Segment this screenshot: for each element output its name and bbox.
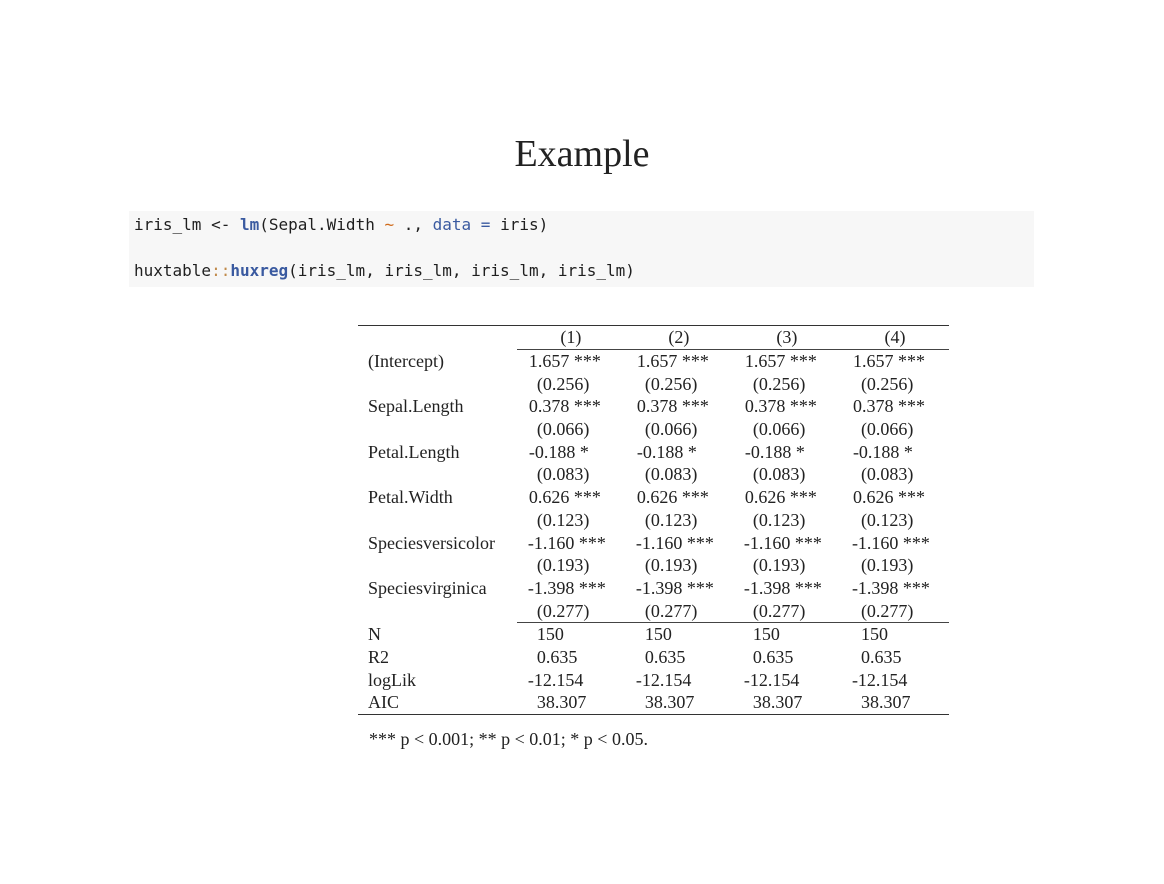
estimate-cell: -0.188 * bbox=[636, 441, 697, 462]
estimate-row bbox=[358, 395, 949, 418]
se-cell: (0.083) bbox=[536, 464, 590, 485]
estimate-cell: 0.626 *** bbox=[636, 487, 709, 508]
stat-cell: 150 bbox=[625, 622, 733, 645]
term-label: Speciesvirginica bbox=[368, 577, 487, 598]
estimate-cell: -0.188 * bbox=[852, 441, 913, 462]
stat-row bbox=[358, 668, 949, 691]
significance-footnote: *** p < 0.001; ** p < 0.01; * p < 0.05. bbox=[369, 729, 648, 749]
stat-cell: 38.307 bbox=[625, 691, 733, 714]
model-header: (1) bbox=[517, 326, 625, 350]
stat-cell: 150 bbox=[841, 622, 949, 645]
stat-label: AIC bbox=[358, 691, 517, 714]
estimate-cell: 1.657 *** bbox=[852, 351, 925, 372]
se-row bbox=[358, 554, 949, 577]
stat-cell: -12.154 bbox=[527, 669, 584, 690]
code-tilde-operator: ~ bbox=[384, 215, 395, 234]
se-cell: (0.256) bbox=[644, 373, 698, 394]
se-row bbox=[358, 372, 949, 395]
code-block bbox=[129, 211, 1034, 287]
stat-row bbox=[358, 646, 949, 669]
code-argument-value: iris) bbox=[500, 215, 549, 234]
header-blank bbox=[358, 326, 517, 350]
code-variable: iris_lm bbox=[134, 215, 202, 234]
estimate-cell: 1.657 *** bbox=[528, 351, 601, 372]
se-cell: (0.083) bbox=[644, 464, 698, 485]
se-cell: (0.123) bbox=[644, 509, 698, 530]
se-row bbox=[358, 509, 949, 532]
se-cell: (0.066) bbox=[860, 419, 914, 440]
stat-cell: 0.635 bbox=[536, 646, 578, 667]
estimate-cell: 0.378 *** bbox=[852, 396, 925, 417]
model-header: (3) bbox=[733, 326, 841, 350]
estimate-cell: -1.160 *** bbox=[635, 532, 714, 553]
se-cell: (0.123) bbox=[860, 509, 914, 530]
estimate-row bbox=[358, 440, 949, 463]
term-label: Speciesversicolor bbox=[368, 532, 495, 553]
estimate-cell: 0.626 *** bbox=[852, 487, 925, 508]
stat-row bbox=[358, 691, 949, 714]
term-label: Petal.Length bbox=[368, 441, 460, 462]
term-label: Sepal.Length bbox=[368, 396, 464, 417]
code-arguments: (iris_lm, iris_lm, iris_lm, iris_lm) bbox=[288, 261, 635, 280]
model-header: (4) bbox=[841, 326, 949, 350]
se-cell: (0.277) bbox=[644, 600, 698, 621]
code-namespace-operator: :: bbox=[211, 261, 231, 280]
stat-label: R2 bbox=[368, 646, 390, 667]
estimate-cell: -1.398 *** bbox=[635, 577, 714, 598]
estimate-cell: 1.657 *** bbox=[744, 351, 817, 372]
stat-cell: -12.154 bbox=[851, 669, 908, 690]
code-equals-operator: = bbox=[471, 215, 501, 234]
code-assign-operator: <- bbox=[201, 215, 240, 234]
stat-label: N bbox=[368, 624, 381, 645]
estimate-cell: 0.626 *** bbox=[744, 487, 817, 508]
se-cell: (0.083) bbox=[752, 464, 806, 485]
stat-cell: 0.635 bbox=[644, 646, 686, 667]
estimate-cell: 0.378 *** bbox=[744, 396, 817, 417]
stat-label: logLik bbox=[368, 669, 416, 690]
stat-cell: -12.154 bbox=[743, 669, 800, 690]
se-cell: (0.193) bbox=[536, 555, 590, 576]
se-cell: (0.083) bbox=[860, 464, 914, 485]
stat-cell: 150 bbox=[733, 622, 841, 645]
se-row bbox=[358, 418, 949, 441]
code-formula-rhs: ., bbox=[394, 215, 433, 234]
estimate-cell: 0.626 *** bbox=[528, 487, 601, 508]
estimate-row bbox=[358, 531, 949, 554]
estimate-row bbox=[358, 577, 949, 600]
se-row bbox=[358, 463, 949, 486]
se-cell: (0.193) bbox=[644, 555, 698, 576]
se-cell: (0.256) bbox=[536, 373, 590, 394]
code-formula-open: (Sepal.Width bbox=[259, 215, 385, 234]
se-cell: (0.193) bbox=[752, 555, 806, 576]
se-cell: (0.277) bbox=[860, 600, 914, 621]
code-line-2 bbox=[134, 261, 635, 281]
se-cell: (0.256) bbox=[860, 373, 914, 394]
slide-title: Example bbox=[514, 133, 650, 175]
code-function-lm: lm bbox=[239, 215, 260, 234]
estimate-cell: -1.160 *** bbox=[743, 532, 822, 553]
stat-cell: 0.635 bbox=[752, 646, 794, 667]
term-label: Petal.Width bbox=[368, 487, 453, 508]
estimate-cell: 0.378 *** bbox=[636, 396, 709, 417]
stat-row bbox=[358, 622, 949, 645]
se-cell: (0.277) bbox=[536, 600, 590, 621]
se-row bbox=[358, 599, 949, 622]
se-cell: (0.066) bbox=[752, 419, 806, 440]
se-cell: (0.277) bbox=[752, 600, 806, 621]
se-cell: (0.066) bbox=[536, 419, 590, 440]
term-label: (Intercept) bbox=[368, 350, 444, 371]
stat-cell: 150 bbox=[517, 622, 625, 645]
estimate-row bbox=[358, 349, 949, 372]
stat-cell: -12.154 bbox=[635, 669, 692, 690]
stat-cell: 0.635 bbox=[860, 646, 902, 667]
code-line-1 bbox=[134, 215, 548, 235]
stat-cell: 38.307 bbox=[841, 691, 949, 714]
se-cell: (0.123) bbox=[752, 509, 806, 530]
estimate-row bbox=[358, 486, 949, 509]
estimate-cell: -1.398 *** bbox=[527, 577, 606, 598]
estimate-cell: -0.188 * bbox=[528, 441, 589, 462]
estimate-cell: -1.398 *** bbox=[851, 577, 930, 598]
estimate-cell: 0.378 *** bbox=[528, 396, 601, 417]
estimate-cell: 1.657 *** bbox=[636, 351, 709, 372]
estimate-cell: -0.188 * bbox=[744, 441, 805, 462]
se-cell: (0.193) bbox=[860, 555, 914, 576]
estimate-cell: -1.160 *** bbox=[527, 532, 606, 553]
se-cell: (0.066) bbox=[644, 419, 698, 440]
estimate-cell: -1.160 *** bbox=[851, 532, 930, 553]
stat-cell: 38.307 bbox=[733, 691, 841, 714]
code-package: huxtable bbox=[134, 261, 212, 280]
se-cell: (0.256) bbox=[752, 373, 806, 394]
stat-cell: 38.307 bbox=[517, 691, 625, 714]
estimate-cell: -1.398 *** bbox=[743, 577, 822, 598]
regression-table bbox=[358, 325, 949, 715]
se-cell: (0.123) bbox=[536, 509, 590, 530]
code-function-huxreg: huxreg bbox=[230, 261, 289, 280]
code-argument-data: data bbox=[432, 215, 472, 234]
model-header: (2) bbox=[625, 326, 733, 350]
header-row bbox=[358, 326, 949, 350]
